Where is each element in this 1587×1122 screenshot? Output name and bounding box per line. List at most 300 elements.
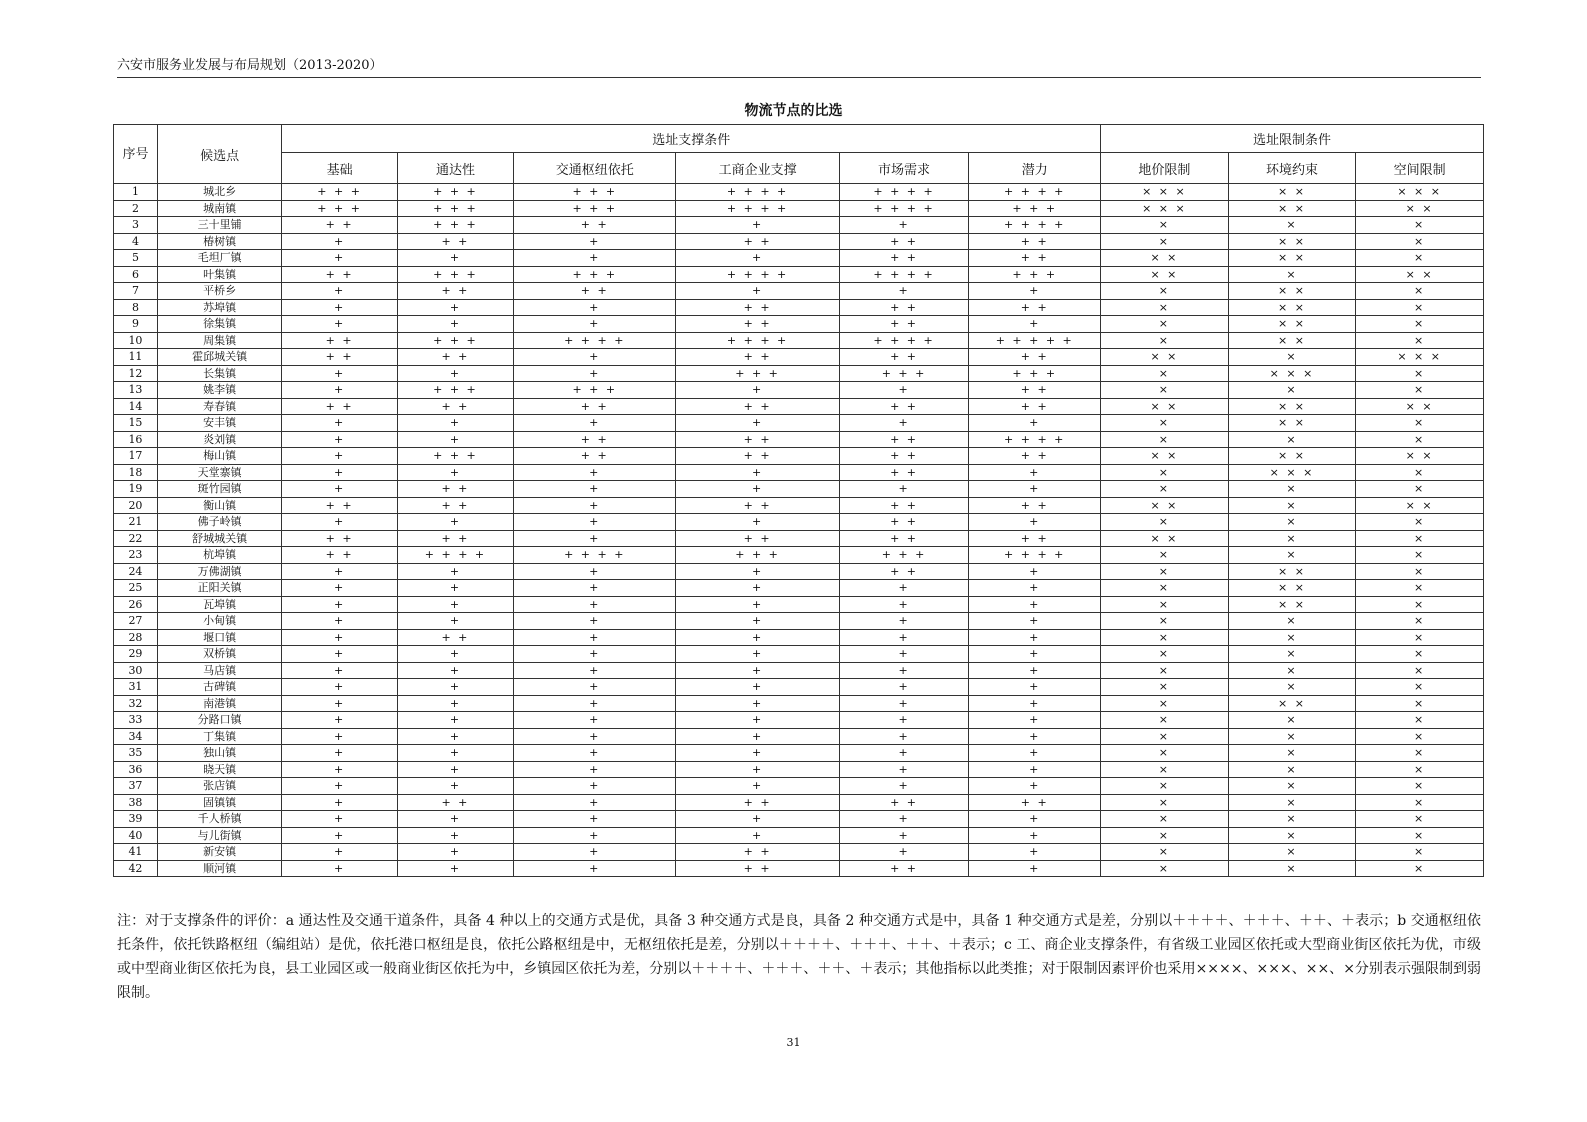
- limit-rating-cell: ×: [1356, 332, 1484, 349]
- support-rating-cell: +: [969, 481, 1101, 498]
- support-rating-cell: +: [676, 745, 839, 762]
- candidate-name-cell: 晓天镇: [157, 761, 282, 778]
- limit-rating-cell: ×: [1228, 629, 1356, 646]
- limit-rating-cell: × ×: [1101, 250, 1229, 267]
- support-rating-cell: +: [397, 679, 513, 696]
- candidate-name-cell: 叶集镇: [157, 266, 282, 283]
- support-rating-cell: + + +: [514, 184, 676, 201]
- support-rating-cell: +: [514, 563, 676, 580]
- support-rating-cell: + +: [969, 233, 1101, 250]
- support-rating-cell: +: [514, 646, 676, 663]
- support-rating-cell: +: [514, 497, 676, 514]
- table-row: [114, 580, 1484, 597]
- support-rating-cell: +: [282, 811, 397, 828]
- row-number-cell: 40: [114, 827, 158, 844]
- candidate-name-cell: 姚李镇: [157, 382, 282, 399]
- support-rating-cell: +: [676, 217, 839, 234]
- table-row: [114, 827, 1484, 844]
- limit-rating-cell: ×: [1228, 530, 1356, 547]
- support-rating-cell: + + +: [969, 266, 1101, 283]
- row-number-cell: 24: [114, 563, 158, 580]
- support-rating-cell: +: [514, 580, 676, 597]
- limit-rating-cell: ×: [1101, 316, 1229, 333]
- row-number-cell: 13: [114, 382, 158, 399]
- support-rating-cell: +: [282, 629, 397, 646]
- limit-rating-cell: ×: [1101, 481, 1229, 498]
- support-rating-cell: +: [514, 827, 676, 844]
- support-rating-cell: +: [676, 481, 839, 498]
- limit-rating-cell: × ×: [1228, 398, 1356, 415]
- header-support-col: 通达性: [397, 153, 513, 184]
- limit-rating-cell: ×: [1101, 745, 1229, 762]
- table-row: [114, 464, 1484, 481]
- support-rating-cell: +: [676, 629, 839, 646]
- row-number-cell: 8: [114, 299, 158, 316]
- table-row: [114, 811, 1484, 828]
- row-number-cell: 29: [114, 646, 158, 663]
- support-rating-cell: +: [397, 860, 513, 877]
- support-rating-cell: + +: [839, 563, 969, 580]
- support-rating-cell: + + +: [514, 382, 676, 399]
- candidate-name-cell: 长集镇: [157, 365, 282, 382]
- limit-rating-cell: ×: [1356, 233, 1484, 250]
- support-rating-cell: +: [969, 745, 1101, 762]
- support-rating-cell: + + +: [397, 184, 513, 201]
- header-support-group: 选址支撑条件: [282, 125, 1101, 153]
- support-rating-cell: + +: [676, 233, 839, 250]
- candidate-name-cell: 正阳关镇: [157, 580, 282, 597]
- limit-rating-cell: ×: [1101, 299, 1229, 316]
- candidate-name-cell: 万佛湖镇: [157, 563, 282, 580]
- support-rating-cell: +: [514, 250, 676, 267]
- limit-rating-cell: ×: [1101, 811, 1229, 828]
- support-rating-cell: + + +: [969, 200, 1101, 217]
- support-rating-cell: +: [969, 662, 1101, 679]
- support-rating-cell: +: [969, 695, 1101, 712]
- support-rating-cell: + +: [397, 398, 513, 415]
- support-rating-cell: +: [282, 514, 397, 531]
- support-rating-cell: +: [397, 728, 513, 745]
- support-rating-cell: + +: [839, 514, 969, 531]
- support-rating-cell: +: [676, 464, 839, 481]
- limit-rating-cell: ×: [1356, 283, 1484, 300]
- support-rating-cell: + +: [676, 860, 839, 877]
- support-rating-cell: + + + + +: [969, 332, 1101, 349]
- support-rating-cell: + +: [969, 382, 1101, 399]
- support-rating-cell: + +: [839, 398, 969, 415]
- table-row: [114, 613, 1484, 630]
- support-rating-cell: +: [676, 695, 839, 712]
- support-rating-cell: + +: [282, 332, 397, 349]
- limit-rating-cell: ×: [1228, 382, 1356, 399]
- row-number-cell: 7: [114, 283, 158, 300]
- support-rating-cell: + +: [282, 530, 397, 547]
- limit-rating-cell: × ×: [1101, 266, 1229, 283]
- support-rating-cell: +: [969, 563, 1101, 580]
- limit-rating-cell: ×: [1356, 382, 1484, 399]
- table-row: [114, 728, 1484, 745]
- support-rating-cell: +: [514, 794, 676, 811]
- support-rating-cell: +: [282, 382, 397, 399]
- candidate-name-cell: 堰口镇: [157, 629, 282, 646]
- support-rating-cell: +: [282, 712, 397, 729]
- candidate-name-cell: 舒城城关镇: [157, 530, 282, 547]
- document-header: 六安市服务业发展与布局规划（2013-2020）: [117, 58, 383, 73]
- support-rating-cell: + +: [839, 794, 969, 811]
- limit-rating-cell: ×: [1101, 415, 1229, 432]
- table-body: [114, 184, 1484, 877]
- limit-rating-cell: ×: [1356, 431, 1484, 448]
- candidate-name-cell: 双桥镇: [157, 646, 282, 663]
- support-rating-cell: +: [282, 745, 397, 762]
- candidate-name-cell: 独山镇: [157, 745, 282, 762]
- support-rating-cell: + +: [397, 481, 513, 498]
- limit-rating-cell: ×: [1356, 646, 1484, 663]
- support-rating-cell: +: [282, 613, 397, 630]
- table-row: [114, 365, 1484, 382]
- candidate-name-cell: 寿春镇: [157, 398, 282, 415]
- limit-rating-cell: ×: [1101, 332, 1229, 349]
- limit-rating-cell: ×: [1228, 547, 1356, 564]
- row-number-cell: 20: [114, 497, 158, 514]
- candidate-name-cell: 马店镇: [157, 662, 282, 679]
- limit-rating-cell: ×: [1356, 860, 1484, 877]
- support-rating-cell: +: [282, 827, 397, 844]
- support-rating-cell: + + + +: [676, 200, 839, 217]
- limit-rating-cell: ×: [1228, 778, 1356, 795]
- support-rating-cell: +: [676, 514, 839, 531]
- support-rating-cell: +: [514, 415, 676, 432]
- page-number: 31: [786, 1036, 801, 1049]
- support-rating-cell: + +: [282, 398, 397, 415]
- support-rating-cell: +: [282, 695, 397, 712]
- limit-rating-cell: ×: [1228, 844, 1356, 861]
- table-row: [114, 217, 1484, 234]
- support-rating-cell: + +: [969, 349, 1101, 366]
- support-rating-cell: +: [282, 728, 397, 745]
- table-row: [114, 745, 1484, 762]
- candidate-name-cell: 顺河镇: [157, 860, 282, 877]
- limit-rating-cell: × ×: [1356, 497, 1484, 514]
- support-rating-cell: + +: [282, 217, 397, 234]
- support-rating-cell: +: [514, 530, 676, 547]
- support-rating-cell: + +: [397, 283, 513, 300]
- row-number-cell: 10: [114, 332, 158, 349]
- support-rating-cell: + + +: [282, 184, 397, 201]
- limit-rating-cell: ×: [1101, 382, 1229, 399]
- support-rating-cell: +: [397, 745, 513, 762]
- limit-rating-cell: ×: [1228, 497, 1356, 514]
- table-row: [114, 283, 1484, 300]
- limit-rating-cell: ×: [1228, 745, 1356, 762]
- support-rating-cell: + +: [969, 448, 1101, 465]
- limit-rating-cell: ×: [1356, 679, 1484, 696]
- table-row: [114, 299, 1484, 316]
- support-rating-cell: +: [969, 464, 1101, 481]
- support-rating-cell: +: [282, 299, 397, 316]
- support-rating-cell: +: [282, 415, 397, 432]
- row-number-cell: 32: [114, 695, 158, 712]
- support-rating-cell: + + +: [397, 200, 513, 217]
- support-rating-cell: +: [397, 844, 513, 861]
- support-rating-cell: +: [397, 316, 513, 333]
- support-rating-cell: + +: [839, 349, 969, 366]
- row-number-cell: 25: [114, 580, 158, 597]
- support-rating-cell: +: [969, 761, 1101, 778]
- support-rating-cell: +: [514, 679, 676, 696]
- table-row: [114, 349, 1484, 366]
- support-rating-cell: + +: [676, 349, 839, 366]
- candidate-name-cell: 分路口镇: [157, 712, 282, 729]
- limit-rating-cell: × ×: [1228, 299, 1356, 316]
- support-rating-cell: + + + +: [514, 547, 676, 564]
- support-rating-cell: +: [282, 662, 397, 679]
- support-rating-cell: +: [676, 283, 839, 300]
- support-rating-cell: +: [397, 646, 513, 663]
- header-support-col: 工商企业支撑: [676, 153, 839, 184]
- header-support-col: 基础: [282, 153, 397, 184]
- limit-rating-cell: × ×: [1228, 233, 1356, 250]
- support-rating-cell: + + +: [676, 365, 839, 382]
- limit-rating-cell: ×: [1228, 431, 1356, 448]
- row-number-cell: 37: [114, 778, 158, 795]
- limit-rating-cell: × ×: [1356, 266, 1484, 283]
- limit-rating-cell: ×: [1356, 464, 1484, 481]
- limit-rating-cell: ×: [1101, 547, 1229, 564]
- limit-rating-cell: ×: [1228, 662, 1356, 679]
- limit-rating-cell: ×: [1228, 860, 1356, 877]
- row-number-cell: 42: [114, 860, 158, 877]
- limit-rating-cell: × × ×: [1101, 200, 1229, 217]
- support-rating-cell: +: [282, 563, 397, 580]
- candidate-name-cell: 斑竹园镇: [157, 481, 282, 498]
- support-rating-cell: +: [397, 827, 513, 844]
- support-rating-cell: + + + +: [839, 266, 969, 283]
- support-rating-cell: + + + +: [969, 547, 1101, 564]
- support-rating-cell: +: [282, 481, 397, 498]
- support-rating-cell: +: [514, 316, 676, 333]
- limit-rating-cell: ×: [1101, 217, 1229, 234]
- limit-rating-cell: ×: [1101, 695, 1229, 712]
- support-rating-cell: +: [514, 613, 676, 630]
- support-rating-cell: +: [282, 596, 397, 613]
- support-rating-cell: + + +: [282, 200, 397, 217]
- row-number-cell: 21: [114, 514, 158, 531]
- limit-rating-cell: ×: [1356, 580, 1484, 597]
- candidate-name-cell: 徐集镇: [157, 316, 282, 333]
- support-rating-cell: + + +: [839, 365, 969, 382]
- support-rating-cell: +: [969, 596, 1101, 613]
- support-rating-cell: +: [676, 580, 839, 597]
- support-rating-cell: + +: [397, 794, 513, 811]
- limit-rating-cell: × ×: [1228, 695, 1356, 712]
- support-rating-cell: +: [514, 514, 676, 531]
- support-rating-cell: +: [839, 811, 969, 828]
- support-rating-cell: + +: [969, 794, 1101, 811]
- support-rating-cell: + +: [397, 530, 513, 547]
- candidate-name-cell: 平桥乡: [157, 283, 282, 300]
- limit-rating-cell: × ×: [1101, 448, 1229, 465]
- header-limit-col: 环境约束: [1228, 153, 1356, 184]
- support-rating-cell: +: [397, 596, 513, 613]
- support-rating-cell: +: [397, 464, 513, 481]
- support-rating-cell: +: [282, 448, 397, 465]
- support-rating-cell: + + + +: [514, 332, 676, 349]
- support-rating-cell: + +: [397, 349, 513, 366]
- support-rating-cell: + +: [676, 398, 839, 415]
- header-seq: 序号: [114, 125, 158, 184]
- support-rating-cell: +: [282, 761, 397, 778]
- limit-rating-cell: × ×: [1228, 283, 1356, 300]
- support-rating-cell: + +: [839, 860, 969, 877]
- support-rating-cell: +: [839, 217, 969, 234]
- support-rating-cell: + + + +: [676, 266, 839, 283]
- row-number-cell: 14: [114, 398, 158, 415]
- support-rating-cell: +: [969, 629, 1101, 646]
- header-support-col: 市场需求: [839, 153, 969, 184]
- limit-rating-cell: ×: [1356, 761, 1484, 778]
- limit-rating-cell: × × ×: [1228, 365, 1356, 382]
- limit-rating-cell: ×: [1356, 827, 1484, 844]
- support-rating-cell: + +: [514, 431, 676, 448]
- limit-rating-cell: ×: [1356, 596, 1484, 613]
- row-number-cell: 35: [114, 745, 158, 762]
- limit-rating-cell: ×: [1101, 365, 1229, 382]
- row-number-cell: 28: [114, 629, 158, 646]
- support-rating-cell: +: [397, 662, 513, 679]
- support-rating-cell: + +: [969, 398, 1101, 415]
- support-rating-cell: +: [397, 811, 513, 828]
- limit-rating-cell: ×: [1101, 728, 1229, 745]
- row-number-cell: 4: [114, 233, 158, 250]
- support-rating-cell: + +: [282, 266, 397, 283]
- comparison-table: [113, 124, 1484, 877]
- support-rating-cell: +: [969, 712, 1101, 729]
- candidate-name-cell: 新安镇: [157, 844, 282, 861]
- support-rating-cell: +: [839, 415, 969, 432]
- table-row: [114, 695, 1484, 712]
- table-row: [114, 794, 1484, 811]
- limit-rating-cell: ×: [1101, 794, 1229, 811]
- support-rating-cell: +: [839, 695, 969, 712]
- limit-rating-cell: ×: [1101, 233, 1229, 250]
- limit-rating-cell: ×: [1356, 547, 1484, 564]
- limit-rating-cell: ×: [1356, 481, 1484, 498]
- limit-rating-cell: ×: [1228, 728, 1356, 745]
- candidate-name-cell: 椿树镇: [157, 233, 282, 250]
- support-rating-cell: +: [514, 761, 676, 778]
- limit-rating-cell: × ×: [1228, 448, 1356, 465]
- limit-rating-cell: × × ×: [1356, 349, 1484, 366]
- support-rating-cell: +: [969, 679, 1101, 696]
- support-rating-cell: +: [969, 844, 1101, 861]
- support-rating-cell: + +: [282, 547, 397, 564]
- table-row: [114, 563, 1484, 580]
- limit-rating-cell: ×: [1356, 250, 1484, 267]
- support-rating-cell: +: [282, 778, 397, 795]
- row-number-cell: 26: [114, 596, 158, 613]
- candidate-name-cell: 丁集镇: [157, 728, 282, 745]
- row-number-cell: 2: [114, 200, 158, 217]
- limit-rating-cell: ×: [1356, 365, 1484, 382]
- support-rating-cell: +: [839, 382, 969, 399]
- support-rating-cell: + +: [969, 497, 1101, 514]
- support-rating-cell: + +: [397, 497, 513, 514]
- limit-rating-cell: × ×: [1101, 349, 1229, 366]
- candidate-name-cell: 炎刘镇: [157, 431, 282, 448]
- support-rating-cell: +: [676, 778, 839, 795]
- candidate-name-cell: 佛子岭镇: [157, 514, 282, 531]
- limit-rating-cell: ×: [1101, 662, 1229, 679]
- support-rating-cell: +: [839, 745, 969, 762]
- limit-rating-cell: ×: [1101, 844, 1229, 861]
- support-rating-cell: +: [676, 827, 839, 844]
- limit-rating-cell: ×: [1101, 629, 1229, 646]
- support-rating-cell: + + + +: [397, 547, 513, 564]
- support-rating-cell: +: [514, 365, 676, 382]
- row-number-cell: 39: [114, 811, 158, 828]
- support-rating-cell: + + +: [397, 448, 513, 465]
- support-rating-cell: + +: [969, 299, 1101, 316]
- support-rating-cell: +: [969, 415, 1101, 432]
- support-rating-cell: +: [397, 250, 513, 267]
- support-rating-cell: + +: [969, 530, 1101, 547]
- row-number-cell: 16: [114, 431, 158, 448]
- candidate-name-cell: 城北乡: [157, 184, 282, 201]
- candidate-name-cell: 瓦埠镇: [157, 596, 282, 613]
- support-rating-cell: +: [282, 844, 397, 861]
- support-rating-cell: +: [514, 745, 676, 762]
- support-rating-cell: + +: [839, 530, 969, 547]
- limit-rating-cell: × ×: [1228, 316, 1356, 333]
- support-rating-cell: +: [676, 415, 839, 432]
- table-row: [114, 332, 1484, 349]
- support-rating-cell: +: [676, 563, 839, 580]
- limit-rating-cell: ×: [1356, 745, 1484, 762]
- support-rating-cell: +: [397, 761, 513, 778]
- candidate-name-cell: 南港镇: [157, 695, 282, 712]
- support-rating-cell: +: [397, 563, 513, 580]
- limit-rating-cell: × ×: [1356, 200, 1484, 217]
- candidate-name-cell: 三十里铺: [157, 217, 282, 234]
- candidate-name-cell: 与儿街镇: [157, 827, 282, 844]
- limit-rating-cell: ×: [1356, 778, 1484, 795]
- limit-rating-cell: ×: [1101, 596, 1229, 613]
- support-rating-cell: +: [839, 844, 969, 861]
- limit-rating-cell: ×: [1228, 712, 1356, 729]
- support-rating-cell: + + +: [397, 266, 513, 283]
- limit-rating-cell: ×: [1356, 563, 1484, 580]
- table-row: [114, 514, 1484, 531]
- support-rating-cell: +: [397, 365, 513, 382]
- limit-rating-cell: × ×: [1101, 398, 1229, 415]
- support-rating-cell: +: [969, 580, 1101, 597]
- support-rating-cell: +: [839, 761, 969, 778]
- limit-rating-cell: ×: [1101, 778, 1229, 795]
- support-rating-cell: +: [514, 811, 676, 828]
- table-row: [114, 497, 1484, 514]
- support-rating-cell: + +: [514, 217, 676, 234]
- support-rating-cell: + + + +: [839, 332, 969, 349]
- row-number-cell: 38: [114, 794, 158, 811]
- support-rating-cell: + +: [839, 431, 969, 448]
- support-rating-cell: + +: [676, 497, 839, 514]
- support-rating-cell: +: [514, 662, 676, 679]
- support-rating-cell: +: [282, 250, 397, 267]
- support-rating-cell: + +: [839, 299, 969, 316]
- row-number-cell: 9: [114, 316, 158, 333]
- table-row: [114, 431, 1484, 448]
